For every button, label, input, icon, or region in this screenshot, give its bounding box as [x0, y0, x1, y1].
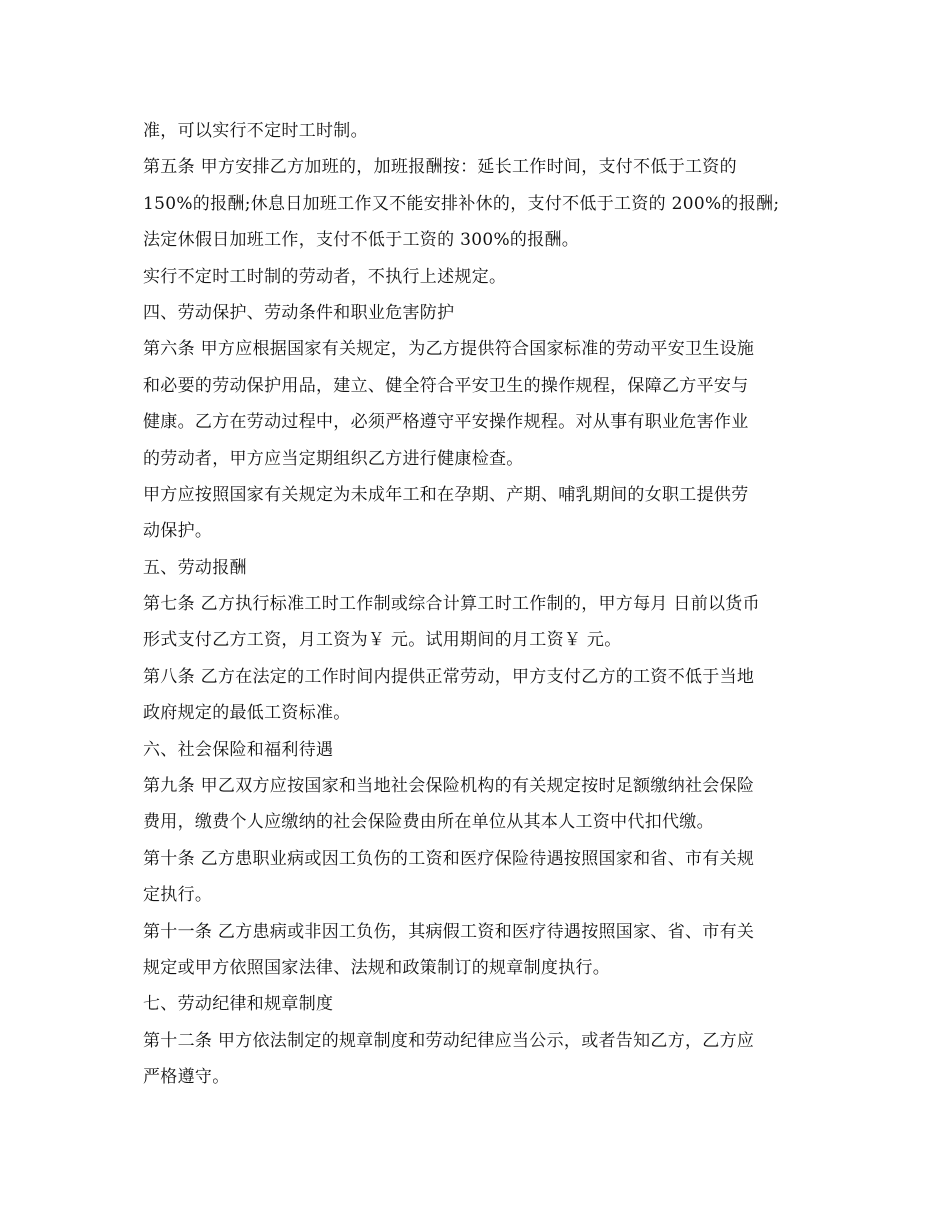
text-line: 健康。乙方在劳动过程中，必须严格遵守平安操作规程。对从事有职业危害作业	[143, 412, 749, 433]
text-line: 甲方应按照国家有关规定为未成年工和在孕期、产期、哺乳期间的女职工提供劳	[143, 484, 749, 505]
text-line: 第七条 乙方执行标准工时工作制或综合计算工时工作制的，甲方每月 日前以货币	[143, 594, 760, 615]
text-line: 第十条 乙方患职业病或因工负伤的工资和医疗保险待遇按照国家和省、市有关规	[143, 848, 755, 869]
text-line: 第九条 甲乙双方应按国家和当地社会保险机构的有关规定按时足额缴纳社会保险	[143, 776, 755, 797]
text-line: 法定休假日加班工作，支付不低于工资的 300%的报酬。	[143, 230, 580, 251]
text-line: 和必要的劳动保护用品，建立、健全符合平安卫生的操作规程，保障乙方平安与	[143, 375, 749, 396]
text-line: 动保护。	[143, 521, 213, 542]
text-line: 的劳动者，甲方应当定期组织乙方进行健康检查。	[143, 448, 524, 469]
text-line: 第十一条 乙方患病或非因工负伤，其病假工资和医疗待遇按照国家、省、市有关	[143, 921, 755, 942]
document-body	[143, 113, 813, 1096]
section-heading: 七、劳动纪律和规章制度	[143, 994, 334, 1015]
text-line: 规定或甲方依照国家法律、法规和政策制订的规章制度执行。	[143, 957, 611, 978]
text-line: 实行不定时工时制的劳动者，不执行上述规定。	[143, 266, 507, 287]
text-line: 150%的报酬;休息日加班工作又不能安排补休的，支付不低于工资的 200%的报酬;	[143, 193, 780, 214]
text-line: 准，可以实行不定时工时制。	[143, 121, 368, 141]
text-line: 第八条 乙方在法定的工作时间内提供正常劳动，甲方支付乙方的工资不低于当地	[143, 666, 755, 687]
section-heading: 四、劳动保护、劳动条件和职业危害防护	[143, 302, 455, 323]
section-heading: 六、社会保险和福利待遇	[143, 739, 334, 760]
section-heading: 五、劳动报酬	[143, 557, 247, 578]
text-line: 政府规定的最低工资标准。	[143, 703, 351, 724]
text-line: 定执行。	[143, 885, 213, 906]
text-line: 严格遵守。	[143, 1067, 230, 1088]
text-line: 第六条 甲方应根据国家有关规定，为乙方提供符合国家标准的劳动平安卫生设施	[143, 339, 755, 360]
text-line: 第五条 甲方安排乙方加班的，加班报酬按：延长工作时间，支付不低于工资的	[143, 157, 737, 178]
text-line: 第十二条 甲方依法制定的规章制度和劳动纪律应当公示，或者告知乙方，乙方应	[143, 1030, 755, 1051]
text-line: 费用，缴费个人应缴纳的社会保险费由所在单位从其本人工资中代扣代缴。	[143, 812, 714, 833]
text-line: 形式支付乙方工资，月工资为￥ 元。试用期间的月工资￥ 元。	[143, 630, 622, 651]
